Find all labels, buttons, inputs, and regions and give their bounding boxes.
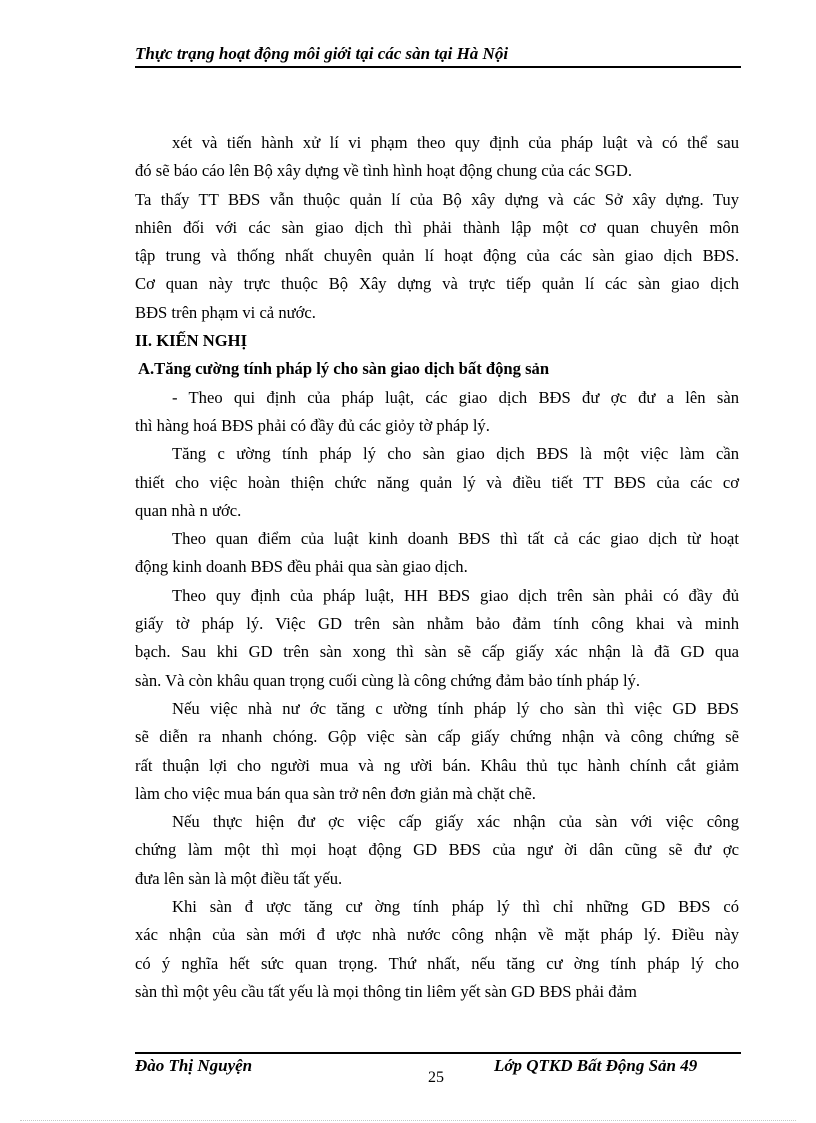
paragraph-line: - Theo qui định của pháp luật, các giao dịch BĐS đư ợc đư a lên sàn xyxy=(172,387,739,407)
page-number: 25 xyxy=(428,1069,444,1086)
paragraph-line: BĐS trên phạm vi cả nước. xyxy=(135,302,316,322)
page-edge-divider xyxy=(20,1120,796,1121)
paragraph-line: sẽ diễn ra nhanh chóng. Gộp việc sàn cấp giấy chứng nhận và công chứng sẽ xyxy=(135,727,739,747)
paragraph-line: bạch. Sau khi GD trên sàn xong thì sàn sẽ cấp giấy xác nhận là đã GD qua xyxy=(135,642,739,662)
paragraph-line: thiết cho việc hoàn thiện chức năng quản lý và điều tiết TT BĐS của các cơ xyxy=(135,472,739,492)
paragraph-line: xác nhận của sàn mới đ ược nhà nước công nhận về mặt pháp lý. Điều này xyxy=(135,925,739,945)
subsection-heading: A.Tăng cường tính pháp lý cho sàn giao dịch bất động sản xyxy=(138,359,550,379)
section-heading: II. KIẾN NGHỊ xyxy=(135,331,248,351)
paragraph-line: sàn thì một yêu cầu tất yếu là mọi thông tin liêm yết sàn GD BĐS phải đảm xyxy=(135,981,637,1001)
paragraph-line: Nếu thực hiện đư ợc việc cấp giấy xác nhận của sàn với việc công xyxy=(172,812,739,832)
paragraph-line: nhiên đối với các sàn giao dịch thì phải thành lập một cơ quan chuyên môn xyxy=(135,217,739,237)
paragraph-line: giấy tờ pháp lý. Việc GD trên sàn nhằm bảo đảm tính công khai và minh xyxy=(135,614,739,634)
paragraph-line: làm cho việc mua bán qua sàn trở nên đơn giản mà chặt chẽ. xyxy=(135,783,536,803)
paragraph-line: Tăng c ường tính pháp lý cho sàn giao dịch BĐS là một việc làm cần xyxy=(172,444,739,464)
paragraph-line: Cơ quan này trực thuộc Bộ Xây dựng và trực tiếp quản lí các sàn giao dịch xyxy=(135,274,739,294)
paragraph-line: đưa lên sàn là một điều tất yếu. xyxy=(135,868,343,888)
paragraph-line: có ý nghĩa hết sức quan trọng. Thứ nhất, nếu tăng cư ờng tính pháp lý cho xyxy=(135,953,739,973)
paragraph-line: thì hàng hoá BĐS phải có đầy đủ các giỏy tờ pháp lý. xyxy=(135,415,490,435)
paragraph-line: xét và tiến hành xử lí vi phạm theo quy định của pháp luật và có thể sau xyxy=(172,133,739,152)
running-header: Thực trạng hoạt động môi giới tại các sàn tại Hà Nội xyxy=(135,44,741,68)
paragraph-line: Theo quy định của pháp luật, HH BĐS giao dịch trên sàn phải có đầy đủ xyxy=(172,585,739,605)
footer-class: Lớp QTKD Bất Động Sản 49 xyxy=(494,1056,698,1075)
paragraph-line: chứng làm một thì mọi hoạt động GD BĐS của ngư ời dân cũng sẽ đư ợc xyxy=(135,840,739,860)
paragraph-line: Ta thấy TT BĐS vẫn thuộc quản lí của Bộ xây dựng và các Sở xây dựng. Tuy xyxy=(135,189,739,209)
document-body xyxy=(135,129,739,1006)
paragraph-line: động kinh doanh BĐS đều phải qua sàn giao dịch. xyxy=(135,557,468,577)
footer-author: Đào Thị Nguyện xyxy=(135,1056,253,1075)
paragraph-line: đó sẽ báo cáo lên Bộ xây dựng về tình hình hoạt động chung của các SGD. xyxy=(135,161,633,181)
paragraph-line: Khi sàn đ ược tăng cư ờng tính pháp lý thì chỉ những GD BĐS có xyxy=(172,897,739,917)
paragraph-line: tập trung và thống nhất chuyên quản lí hoạt động của các sàn giao dịch BĐS. xyxy=(135,246,739,266)
paragraph-line: sàn. Và còn khâu quan trọng cuối cùng là công chứng đảm bảo tính pháp lý. xyxy=(135,670,640,690)
paragraph-line: quan nhà n ước. xyxy=(135,500,242,520)
paragraph-line: rất thuận lợi cho người mua và ng ười bán. Khâu thủ tục hành chính cắt giảm xyxy=(135,755,739,775)
footer-rule xyxy=(135,1052,741,1054)
paragraph-line: Nếu việc nhà nư ớc tăng c ường tính pháp lý cho sàn thì việc GD BĐS xyxy=(172,698,739,718)
paragraph-line: Theo quan điểm của luật kinh doanh BĐS thì tất cả các giao dịch từ hoạt xyxy=(172,529,739,549)
